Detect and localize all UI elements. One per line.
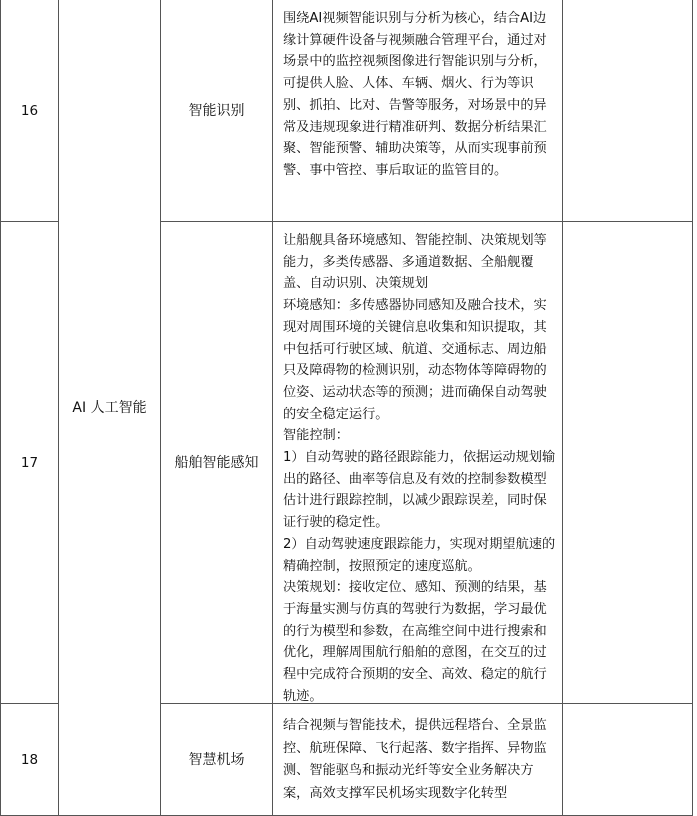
table-row-17-number: 17 xyxy=(20,454,39,471)
row-18-description-text: 结合视频与智能技术，提供远程塔台、全景监控、航班保障、飞行起落、数字指挥、异物监测、智能驱鸟和振动光纤等安全业务解决方案，高效支撑军民机场实现数字化转型 xyxy=(283,718,547,801)
table-row-18-description xyxy=(273,704,562,815)
table-row-17-description xyxy=(273,222,562,703)
table-row-16-number: 16 xyxy=(20,102,39,119)
row-17-speed-tracking: 2）自动驾驶速度跟踪能力，实现对期望航速的精确控制，按照预定的速度巡航。 xyxy=(283,536,556,574)
category-cell: AI 人工智能 xyxy=(72,400,147,416)
row-17-intro: 让船舰具备环境感知、智能控制、决策规划等能力，多类传感器、多通道数据、全船舰覆盖、自动识别、决策规划 xyxy=(283,233,547,292)
table-row-16-description xyxy=(273,0,562,221)
table-row-18-number: 18 xyxy=(20,751,39,768)
row-16-description-text: 围绕AI视频智能识别与分析为核心，结合AI边缘计算硬件设备与视频融合管理平台，通过对场景中的监控视频图像进行智能识别与分析，可提供人脸、人体、车辆、烟火、行为等识别、抓拍、比对、告警等服务，对场景中的异常及违规现象进行精准研判、数据分析结果汇聚、智能预警、辅助决策等，从而实现事前预警、事中管控、事后取证的监管目的。 xyxy=(283,11,547,178)
row-17-decision-planning: 决策规划：接收定位、感知、预测的结果，基于海量实测与仿真的驾驶行为数据，学习最优的行为模型和参数，在高维空间中进行搜索和优化，理解周围航行船舶的意图，在交互的过程中完成符合预期的安全、高效、稳定的航行轨迹。 xyxy=(283,580,547,704)
row-17-path-tracking: 1）自动驾驶的路径跟踪能力，依据运动规划输出的路径、曲率等信息及有效的控制参数模型估计进行跟踪控制，以减少跟踪误差，同时保证行驶的稳定性。 xyxy=(283,450,556,531)
table-row-16-name: 智能识别 xyxy=(188,102,245,119)
table-row-18-remark xyxy=(563,704,692,815)
table-row-17-remark xyxy=(563,222,692,703)
table-row-18-name: 智慧机场 xyxy=(188,751,245,768)
table-row-16-remark xyxy=(563,0,692,221)
row-17-environment-perception: 环境感知：多传感器协同感知及融合技术，实现对周围环境的关键信息收集和知识提取，其中包括可行驶区域、航道、交通标志、周边船只及障碍物的检测识别，动态物体等障碍物的位姿、运动状态等的预测；进而确保自动驾驶的安全稳定运行。 xyxy=(283,298,547,422)
row-17-smart-control-heading: 智能控制： xyxy=(283,428,349,444)
table-row-17-name: 船舶智能感知 xyxy=(174,454,259,471)
